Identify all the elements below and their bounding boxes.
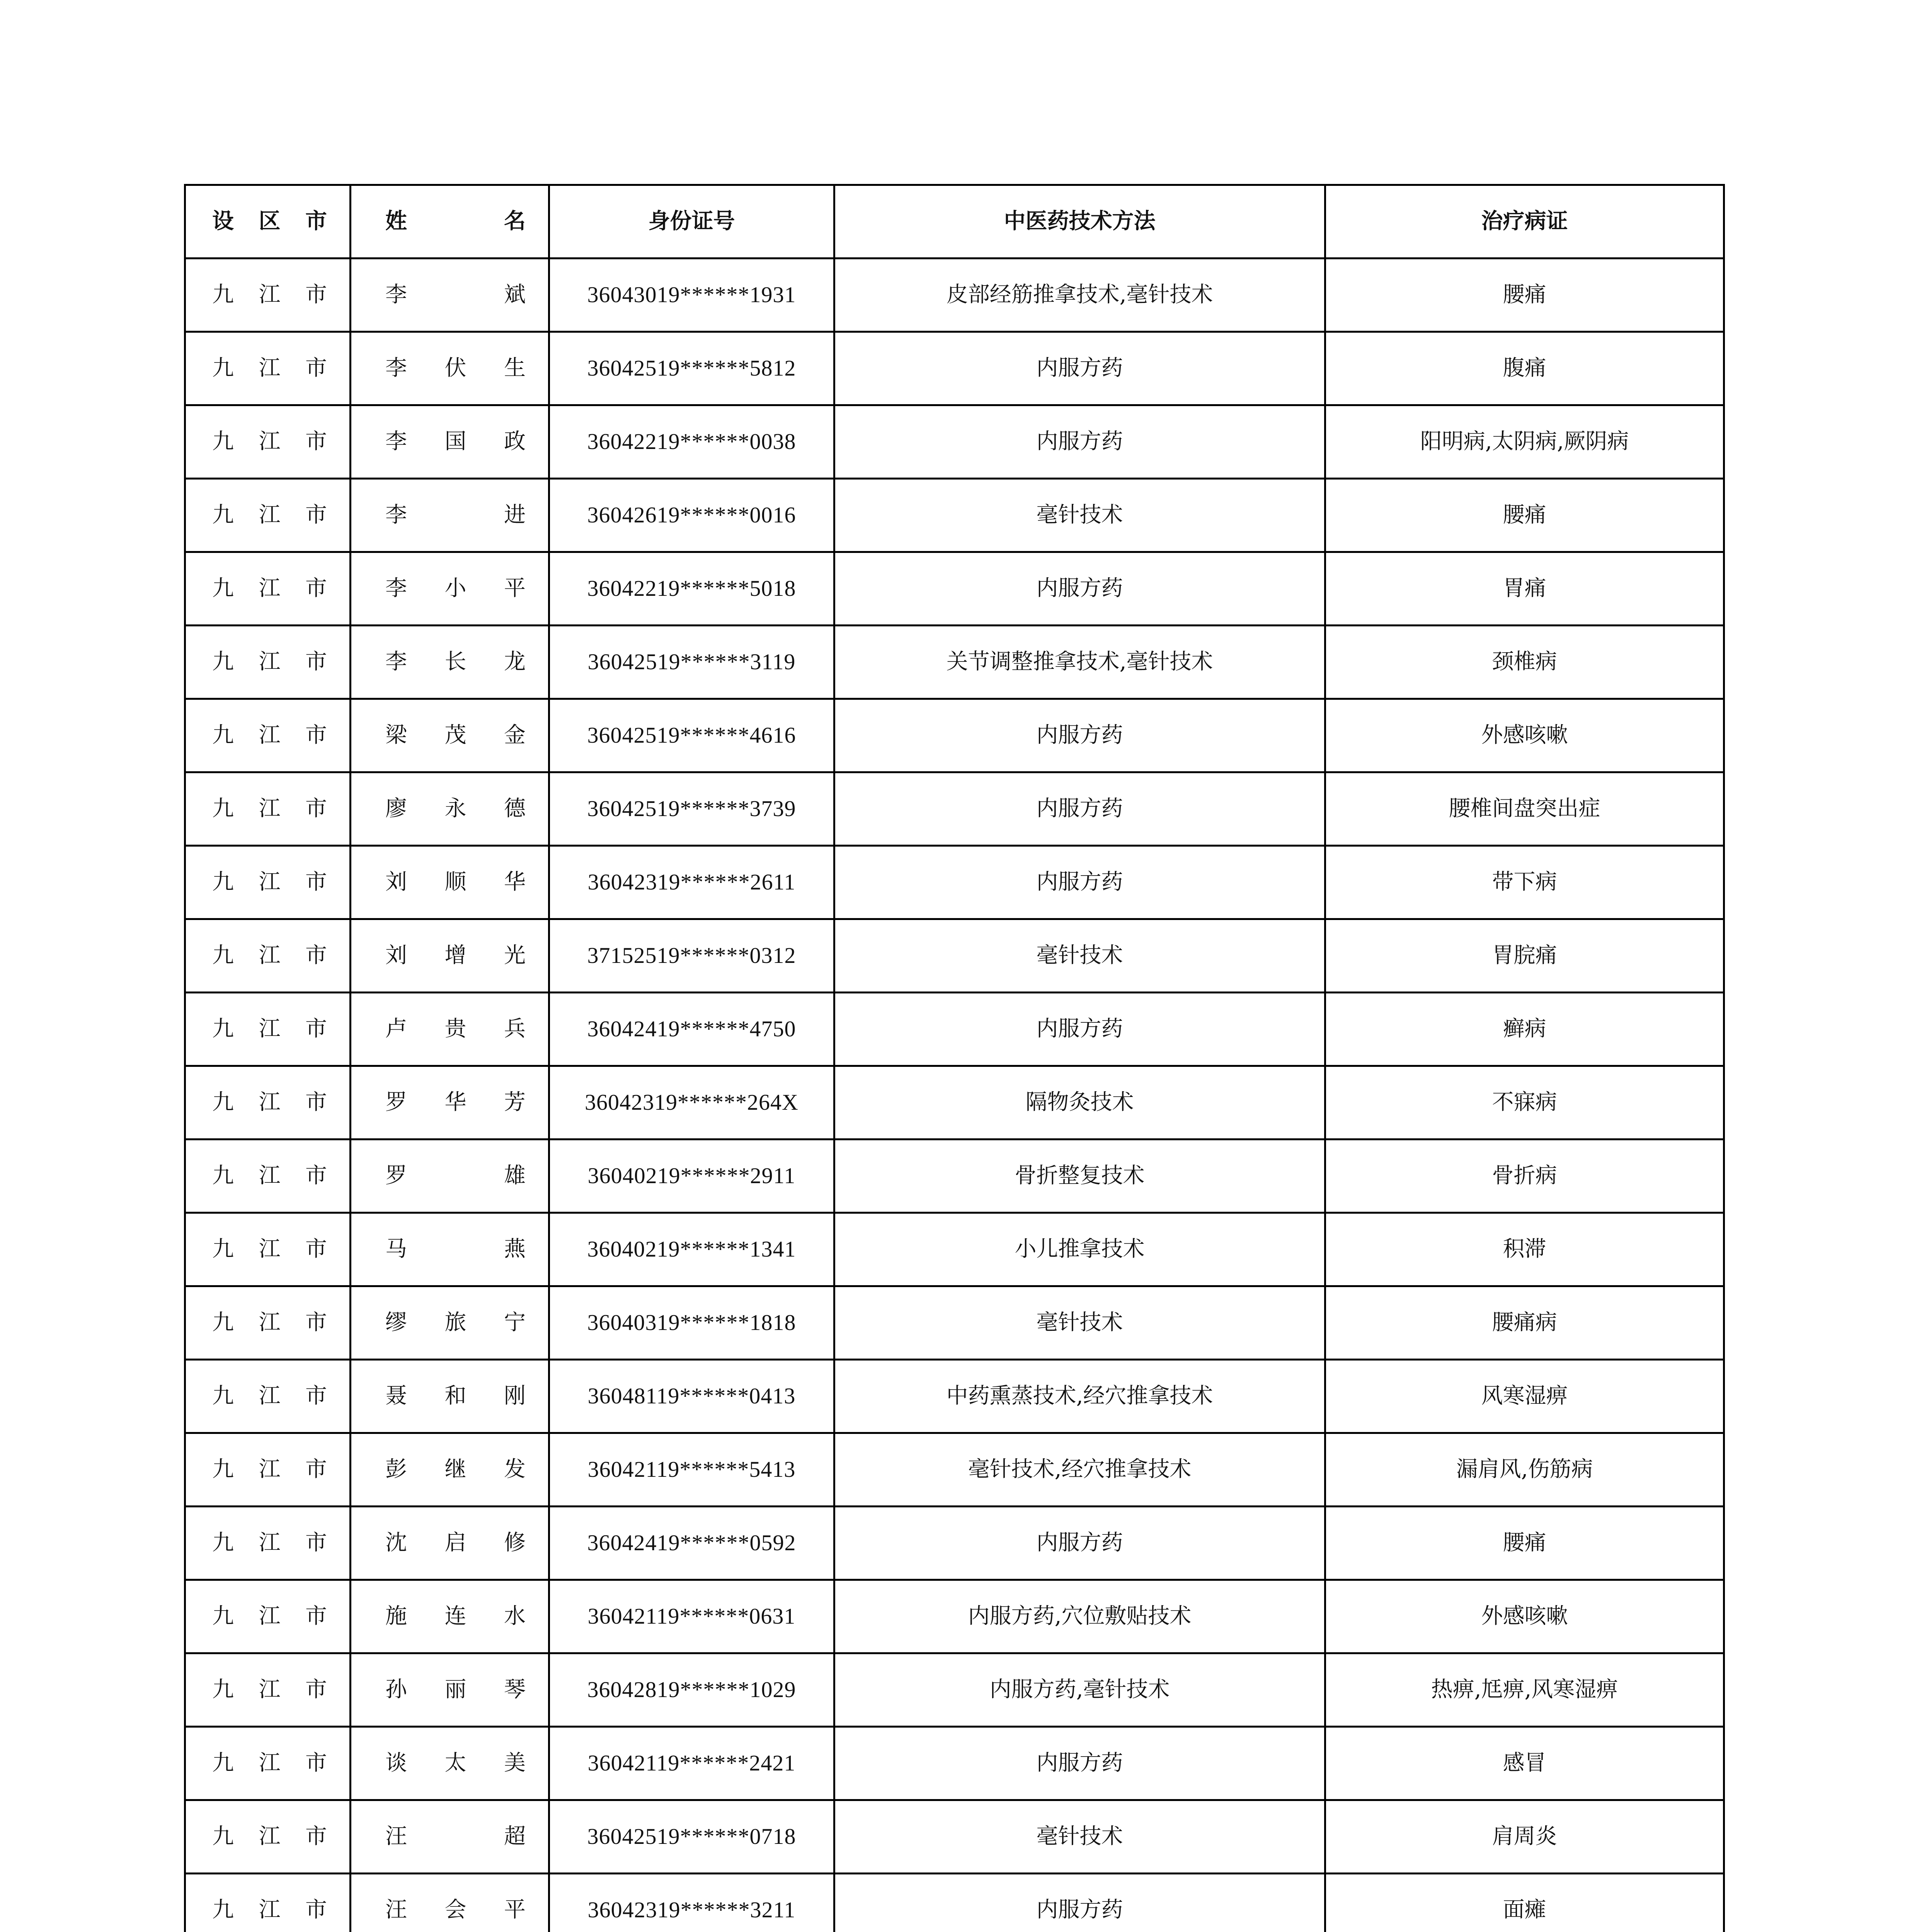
header-name [351,185,549,259]
cell-city-char: 江 [259,1750,281,1776]
cell-name-char: 启 [444,1530,466,1556]
cell-city-char: 江 [259,429,281,454]
cell-city-char: 九 [212,1310,234,1335]
cell-id-number: 36048119******0413 [549,1360,834,1433]
cell-name-char: 廖 [385,796,407,821]
cell-city-char: 九 [212,1824,234,1849]
cell-city-char: 市 [305,1897,327,1923]
cell-city-char: 江 [259,1236,281,1262]
cell-tcm-method: 中药熏蒸技术,经穴推拿技术 [834,1360,1325,1433]
cell-tcm-method: 内服方药 [834,1507,1325,1580]
cell-tcm-method: 内服方药 [834,405,1325,479]
cell-disease: 癣病 [1325,993,1724,1066]
cell-name-char: 斌 [504,282,526,308]
cell-name-char: 茂 [444,723,466,748]
cell-id-number: 36042319******3211 [549,1874,834,1932]
cell-city-char: 市 [305,355,327,381]
cell-name-char: 超 [504,1824,526,1849]
cell-city-char: 九 [212,1383,234,1409]
cell-city-char: 九 [212,1897,234,1923]
cell-name-char: 谈 [385,1750,407,1776]
cell-name [351,1433,549,1507]
cell-name-char: 连 [444,1604,466,1629]
cell-tcm-method: 毫针技术 [834,919,1325,993]
cell-city-char: 江 [259,502,281,528]
cell-tcm-method: 内服方药 [834,699,1325,772]
cell-tcm-method: 内服方药 [834,1874,1325,1932]
cell-tcm-method: 毫针技术 [834,1800,1325,1874]
cell-disease: 外感咳嗽 [1325,699,1724,772]
cell-name-char: 继 [444,1457,466,1482]
cell-name [351,332,549,405]
cell-disease: 腰痛 [1325,259,1724,332]
cell-city-char: 市 [305,576,327,601]
cell-city-char: 江 [259,282,281,308]
cell-disease: 感冒 [1325,1727,1724,1800]
cell-city [185,626,351,699]
cell-tcm-method: 骨折整复技术 [834,1139,1325,1213]
header-city-char: 市 [305,209,327,234]
cell-city [185,1139,351,1213]
cell-name-char: 光 [504,943,526,968]
cell-disease: 腹痛 [1325,332,1724,405]
cell-tcm-method: 皮部经筋推拿技术,毫针技术 [834,259,1325,332]
cell-city [185,332,351,405]
cell-city-char: 江 [259,649,281,675]
cell-disease: 不寐病 [1325,1066,1724,1139]
cell-city-char: 江 [259,1383,281,1409]
table-row [185,1213,1724,1286]
table-row [185,1653,1724,1727]
cell-name-char: 刘 [385,869,407,895]
cell-city-char: 九 [212,649,234,675]
cell-city [185,1580,351,1653]
cell-tcm-method: 毫针技术 [834,1286,1325,1360]
cell-city-char: 市 [305,1236,327,1262]
cell-city-char: 江 [259,1897,281,1923]
cell-name [351,919,549,993]
cell-name-char: 修 [504,1530,526,1556]
cell-name [351,1066,549,1139]
cell-id-number: 36040319******1818 [549,1286,834,1360]
cell-city-char: 市 [305,429,327,454]
cell-disease: 肩周炎 [1325,1800,1724,1874]
header-tcm-method: 中医药技术方法 [834,185,1325,259]
cell-city-char: 九 [212,1530,234,1556]
cell-name-char: 金 [504,723,526,748]
cell-disease: 热痹,尪痹,风寒湿痹 [1325,1653,1724,1727]
header-name-char: 名 [504,209,526,234]
cell-name-char: 小 [444,576,466,601]
cell-disease: 腰椎间盘突出症 [1325,772,1724,846]
cell-id-number: 36042619******0016 [549,479,834,552]
cell-name-char: 会 [444,1897,466,1923]
cell-city-char: 江 [259,1457,281,1482]
cell-city-char: 市 [305,723,327,748]
cell-name [351,1139,549,1213]
cell-city-char: 九 [212,502,234,528]
cell-name-char: 李 [385,355,407,381]
header-city-char: 区 [259,209,281,234]
cell-id-number: 37152519******0312 [549,919,834,993]
table-row [185,1286,1724,1360]
cell-city [185,919,351,993]
cell-id-number: 36043019******1931 [549,259,834,332]
cell-name-char: 贵 [444,1016,466,1042]
cell-id-number: 36040219******1341 [549,1213,834,1286]
table-row [185,479,1724,552]
cell-city [185,1800,351,1874]
cell-city [185,1066,351,1139]
cell-name [351,1874,549,1932]
cell-name-char: 增 [444,943,466,968]
cell-city-char: 市 [305,1677,327,1702]
cell-city-char: 九 [212,1016,234,1042]
cell-name-char: 政 [504,429,526,454]
cell-name-char: 彭 [385,1457,407,1482]
cell-city [185,1433,351,1507]
cell-name-char: 丽 [444,1677,466,1702]
cell-city-char: 市 [305,1824,327,1849]
cell-name-char: 汪 [385,1897,407,1923]
cell-name [351,772,549,846]
cell-disease: 胃痛 [1325,552,1724,626]
cell-name-char: 美 [504,1750,526,1776]
cell-city-char: 九 [212,1604,234,1629]
cell-tcm-method: 内服方药 [834,993,1325,1066]
cell-city-char: 江 [259,1016,281,1042]
cell-name-char: 聂 [385,1383,407,1409]
cell-city-char: 市 [305,1163,327,1189]
cell-city [185,1874,351,1932]
table-row [185,1800,1724,1874]
cell-name-char: 李 [385,429,407,454]
cell-id-number: 36042319******2611 [549,846,834,919]
table-body [185,259,1724,1932]
cell-city-char: 九 [212,1750,234,1776]
cell-city-char: 市 [305,1750,327,1776]
cell-name-char: 龙 [504,649,526,675]
cell-id-number: 36042119******0631 [549,1580,834,1653]
cell-disease: 阳明病,太阴病,厥阴病 [1325,405,1724,479]
cell-name-char: 华 [504,869,526,895]
table-row [185,1727,1724,1800]
table-row [185,332,1724,405]
cell-tcm-method: 内服方药 [834,552,1325,626]
cell-name-char: 宁 [504,1310,526,1335]
cell-tcm-method: 内服方药 [834,846,1325,919]
cell-name [351,405,549,479]
cell-name-char: 长 [444,649,466,675]
cell-name-char: 和 [444,1383,466,1409]
cell-id-number: 36042219******5018 [549,552,834,626]
cell-disease: 外感咳嗽 [1325,1580,1724,1653]
cell-city-char: 江 [259,1090,281,1115]
table-row [185,1066,1724,1139]
cell-name-char: 刚 [504,1383,526,1409]
cell-city-char: 江 [259,1677,281,1702]
cell-name-char: 李 [385,576,407,601]
cell-name [351,993,549,1066]
cell-city [185,1653,351,1727]
cell-name [351,259,549,332]
cell-name-char: 顺 [444,869,466,895]
cell-disease: 腰痛 [1325,479,1724,552]
cell-name-char: 雄 [504,1163,526,1189]
cell-id-number: 36042119******2421 [549,1727,834,1800]
cell-id-number: 36042519******3739 [549,772,834,846]
cell-id-number: 36042519******0718 [549,1800,834,1874]
cell-disease: 胃脘痛 [1325,919,1724,993]
cell-name-char: 进 [504,502,526,528]
cell-city [185,1286,351,1360]
cell-name-char: 永 [444,796,466,821]
cell-city [185,699,351,772]
cell-city-char: 九 [212,282,234,308]
header-name-char: 姓 [385,209,407,234]
cell-name-char: 燕 [504,1236,526,1262]
cell-id-number: 36042519******4616 [549,699,834,772]
cell-city-char: 江 [259,796,281,821]
cell-name-char: 太 [444,1750,466,1776]
table-row [185,1580,1724,1653]
cell-city-char: 九 [212,869,234,895]
cell-city-char: 市 [305,649,327,675]
cell-city-char: 市 [305,502,327,528]
cell-city [185,1507,351,1580]
table-row [185,846,1724,919]
cell-name-char: 罗 [385,1090,407,1115]
cell-disease: 漏肩风,伤筋病 [1325,1433,1724,1507]
cell-city [185,1727,351,1800]
cell-city-char: 市 [305,1457,327,1482]
cell-city [185,772,351,846]
cell-name-char: 发 [504,1457,526,1482]
cell-tcm-method: 内服方药 [834,772,1325,846]
cell-name-char: 平 [504,1897,526,1923]
cell-id-number: 36042819******1029 [549,1653,834,1727]
cell-city-char: 市 [305,1604,327,1629]
header-disease: 治疗病证 [1325,185,1724,259]
table-row [185,699,1724,772]
cell-name [351,1360,549,1433]
cell-name-char: 卢 [385,1016,407,1042]
cell-name [351,552,549,626]
header-city-char: 设 [212,209,234,234]
table-header-row [185,185,1724,259]
cell-disease: 颈椎病 [1325,626,1724,699]
cell-name [351,1507,549,1580]
cell-name-char: 华 [444,1090,466,1115]
cell-disease: 面瘫 [1325,1874,1724,1932]
cell-disease: 骨折病 [1325,1139,1724,1213]
cell-tcm-method: 内服方药 [834,1727,1325,1800]
cell-name-char: 平 [504,576,526,601]
cell-name-char: 汪 [385,1824,407,1849]
cell-name-char: 水 [504,1604,526,1629]
cell-city-char: 江 [259,943,281,968]
header-id-number: 身份证号 [549,185,834,259]
cell-city-char: 市 [305,796,327,821]
cell-city [185,259,351,332]
cell-name [351,846,549,919]
cell-city-char: 九 [212,429,234,454]
table-row [185,993,1724,1066]
header-city [185,185,351,259]
cell-name-char: 马 [385,1236,407,1262]
table-row [185,772,1724,846]
cell-name [351,1580,549,1653]
cell-city-char: 九 [212,1236,234,1262]
cell-id-number: 36042219******0038 [549,405,834,479]
cell-city-char: 九 [212,576,234,601]
table-row [185,626,1724,699]
cell-name [351,479,549,552]
cell-name-char: 缪 [385,1310,407,1335]
cell-name-char: 国 [444,429,466,454]
cell-name [351,1286,549,1360]
cell-name [351,1727,549,1800]
cell-city-char: 江 [259,1824,281,1849]
cell-name-char: 沈 [385,1530,407,1556]
cell-name [351,1653,549,1727]
cell-city-char: 江 [259,1310,281,1335]
data-table [184,184,1725,1932]
cell-city-char: 九 [212,1457,234,1482]
cell-city-char: 市 [305,1310,327,1335]
cell-city [185,846,351,919]
cell-name-char: 兵 [504,1016,526,1042]
cell-city-char: 江 [259,1163,281,1189]
cell-city [185,405,351,479]
cell-id-number: 36040219******2911 [549,1139,834,1213]
cell-city-char: 九 [212,943,234,968]
cell-disease: 腰痛病 [1325,1286,1724,1360]
cell-name-char: 施 [385,1604,407,1629]
cell-name-char: 芳 [504,1090,526,1115]
table-row [185,1139,1724,1213]
cell-name-char: 生 [504,355,526,381]
table-row [185,919,1724,993]
cell-city-char: 九 [212,723,234,748]
cell-name-char: 罗 [385,1163,407,1189]
cell-name [351,699,549,772]
cell-city-char: 九 [212,796,234,821]
cell-city [185,1213,351,1286]
cell-city-char: 九 [212,355,234,381]
cell-disease: 积滞 [1325,1213,1724,1286]
table-row [185,1507,1724,1580]
table-row [185,1433,1724,1507]
cell-city [185,993,351,1066]
cell-id-number: 36042119******5413 [549,1433,834,1507]
cell-name [351,1800,549,1874]
cell-city-char: 市 [305,869,327,895]
cell-city-char: 市 [305,1090,327,1115]
cell-name-char: 孙 [385,1677,407,1702]
cell-disease: 风寒湿痹 [1325,1360,1724,1433]
cell-city-char: 江 [259,1604,281,1629]
cell-id-number: 36042519******3119 [549,626,834,699]
cell-city-char: 九 [212,1090,234,1115]
cell-tcm-method: 毫针技术 [834,479,1325,552]
cell-name-char: 德 [504,796,526,821]
cell-tcm-method: 内服方药,毫针技术 [834,1653,1325,1727]
cell-city-char: 江 [259,869,281,895]
cell-city [185,479,351,552]
cell-city-char: 市 [305,1530,327,1556]
table-row [185,1360,1724,1433]
cell-city-char: 九 [212,1677,234,1702]
table-row [185,259,1724,332]
cell-name-char: 琴 [504,1677,526,1702]
cell-disease: 腰痛 [1325,1507,1724,1580]
table-row [185,1874,1724,1932]
cell-id-number: 36042519******5812 [549,332,834,405]
cell-city-char: 市 [305,1016,327,1042]
cell-name-char: 旅 [444,1310,466,1335]
cell-name-char: 李 [385,502,407,528]
cell-id-number: 36042419******0592 [549,1507,834,1580]
cell-tcm-method: 关节调整推拿技术,毫针技术 [834,626,1325,699]
cell-tcm-method: 内服方药,穴位敷贴技术 [834,1580,1325,1653]
cell-name-char: 李 [385,282,407,308]
cell-name-char: 刘 [385,943,407,968]
cell-city-char: 九 [212,1163,234,1189]
cell-city [185,552,351,626]
cell-name-char: 伏 [444,355,466,381]
cell-name [351,626,549,699]
cell-id-number: 36042319******264X [549,1066,834,1139]
cell-name [351,1213,549,1286]
cell-name-char: 梁 [385,723,407,748]
cell-city [185,1360,351,1433]
cell-tcm-method: 隔物灸技术 [834,1066,1325,1139]
table-row [185,552,1724,626]
cell-city-char: 江 [259,576,281,601]
cell-tcm-method: 毫针技术,经穴推拿技术 [834,1433,1325,1507]
cell-city-char: 市 [305,282,327,308]
cell-tcm-method: 内服方药 [834,332,1325,405]
cell-city-char: 江 [259,1530,281,1556]
cell-city-char: 江 [259,355,281,381]
cell-city-char: 市 [305,943,327,968]
cell-city-char: 江 [259,723,281,748]
cell-disease: 带下病 [1325,846,1724,919]
table-row [185,405,1724,479]
cell-city-char: 市 [305,1383,327,1409]
cell-id-number: 36042419******4750 [549,993,834,1066]
cell-tcm-method: 小儿推拿技术 [834,1213,1325,1286]
cell-name-char: 李 [385,649,407,675]
